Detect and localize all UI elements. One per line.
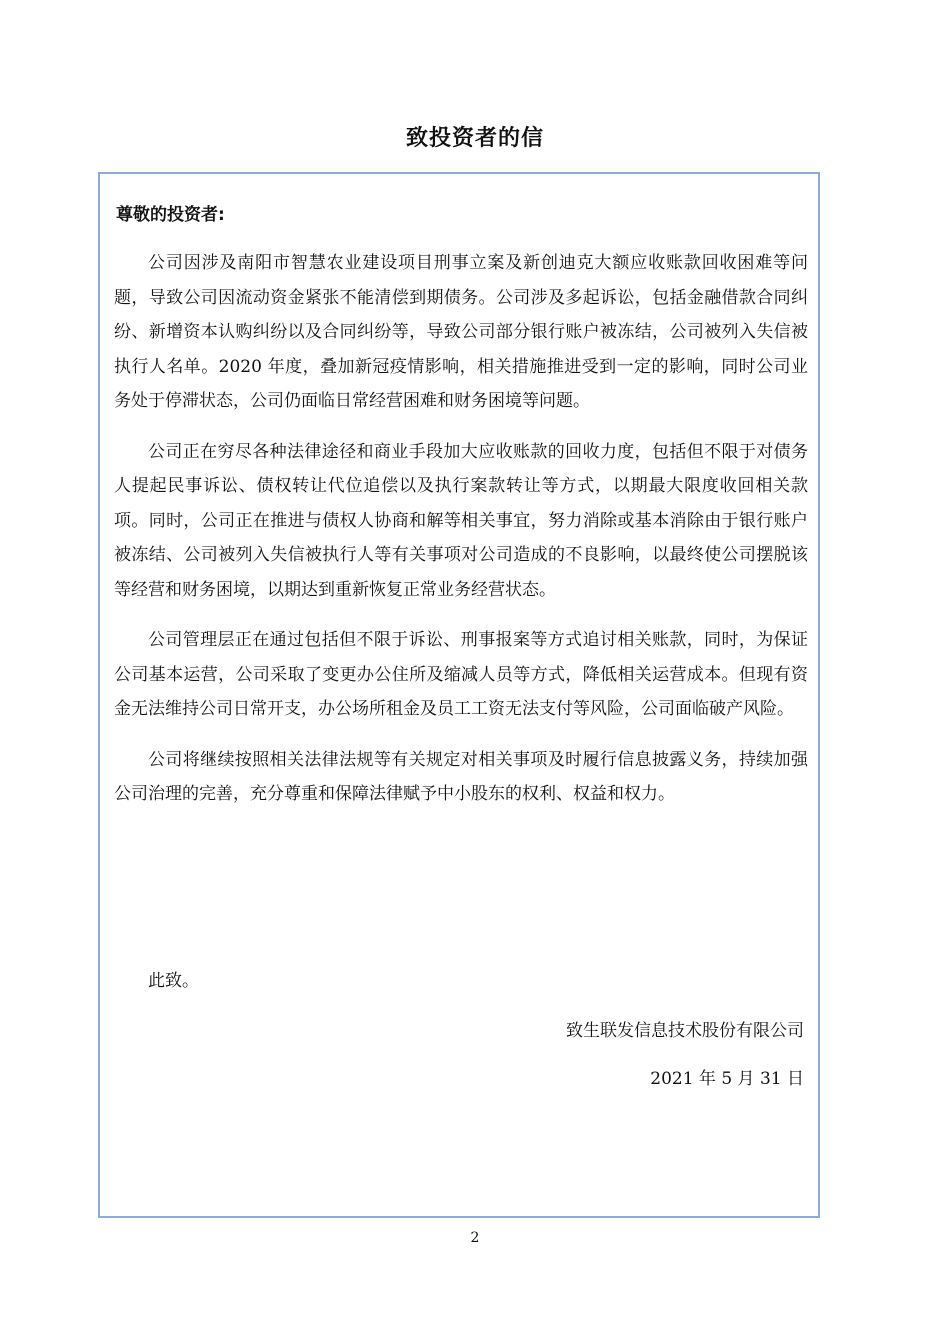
salutation: 尊敬的投资者: [116, 205, 225, 225]
closing: 此致。 [148, 971, 199, 991]
letter-body [114, 246, 808, 828]
page-number: 2 [470, 1230, 480, 1246]
company-signature: 致生联发信息技术股份有限公司 [566, 1021, 804, 1041]
paragraph-3: 公司管理层正在通过包括但不限于诉讼、刑事报案等方式追讨相关账款，同时，为保证公司基本运营，公司采取了变更办公住所及缩减人员等方式，降低相关运营成本。但现有资金无法维持公司日常开支，办公场所租金及员工工资无法支付等风险，公司面临破产风险。 [114, 630, 808, 719]
paragraph-1: 公司因涉及南阳市智慧农业建设项目刑事立案及新创迪克大额应收账款回收困难等问题，导致公司因流动资金紧张不能清偿到期债务。公司涉及多起诉讼，包括金融借款合同纠纷、新增资本认购纠纷以及合同纠纷等，导致公司部分银行账户被冻结，公司被列入失信被执行人名单。2020 年度，叠加新冠疫情影响，相关措施推进受到一定的影响，同时公司业务处于停滞状态，公司仍面临日常经营困难和财务困境等问题。 [114, 253, 808, 411]
page-title: 致投资者的信 [405, 126, 544, 151]
letter-box [98, 172, 820, 1218]
paragraph-2: 公司正在穷尽各种法律途径和商业手段加大应收账款的回收力度，包括但不限于对债务人提起民事诉讼、债权转让代位追偿以及执行案款转让等方式，以期最大限度收回相关款项。同时，公司正在推进与债权人协商和解等相关事宜，努力消除或基本消除由于银行账户被冻结、公司被列入失信被执行人等有关事项对公司造成的不良影响，以最终使公司摆脱该等经营和财务困境，以期达到重新恢复正常业务经营状态。 [114, 441, 808, 600]
letter-date: 2021 年 5 月 31 日 [650, 1069, 804, 1089]
paragraph-4: 公司将继续按照相关法律法规等有关规定对相关事项及时履行信息披露义务，持续加强公司治理的完善，充分尊重和保障法律赋予中小股东的权利、权益和权力。 [114, 749, 808, 804]
